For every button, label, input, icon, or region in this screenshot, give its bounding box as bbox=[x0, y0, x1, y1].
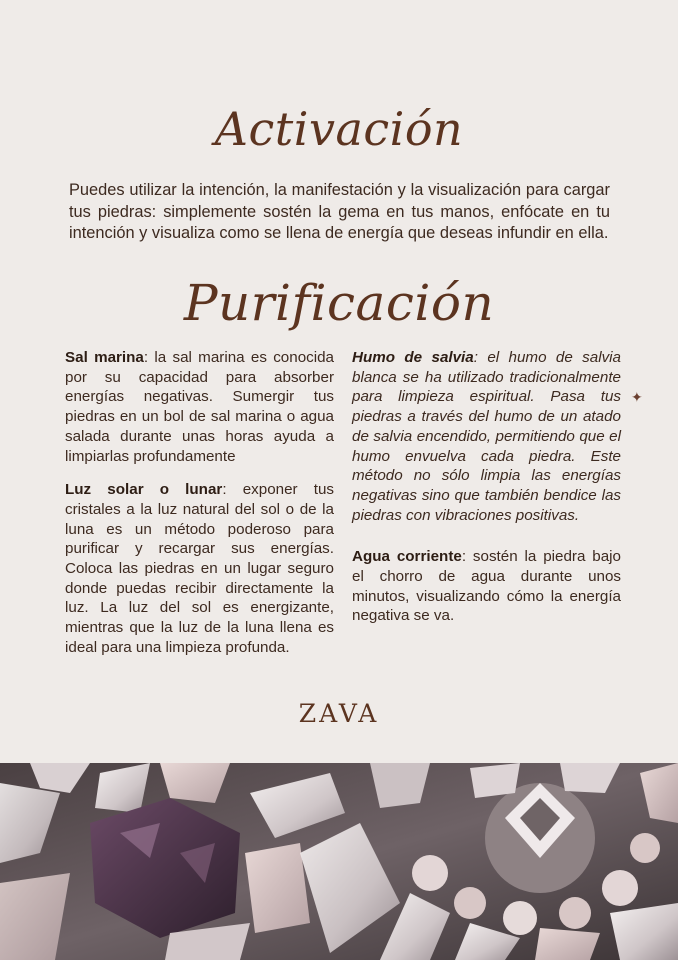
method-humo-salvia bbox=[352, 348, 621, 525]
method-term: Luz solar o lunar bbox=[65, 481, 223, 499]
method-term: Agua corriente bbox=[352, 548, 462, 566]
method-text: : el humo de salvia blanca se ha utilizado tradicionalmente para limpieza espiritual. Pasa tus piedras a través del humo de un atado de salvia encendido, permitiendo que el humo envuelva cada piedra. Este método no sólo limpia las energías negativas sino que también bendice las piedras con vibraciones positivas. bbox=[352, 349, 621, 524]
title-activacion: Activación bbox=[214, 102, 464, 156]
method-agua bbox=[352, 547, 621, 626]
method-luz bbox=[65, 480, 334, 657]
title-purificacion: Purificación bbox=[183, 274, 495, 332]
left-column bbox=[65, 348, 334, 672]
method-sal-marina bbox=[65, 348, 334, 466]
method-text: : la sal marina es conocida por su capacidad para absorber energías negativas. Sumergir tus piedras en un bol de sal marina o agua salada durante unas horas ayuda a limpiarlas profundamente bbox=[65, 349, 335, 465]
right-column bbox=[352, 348, 621, 640]
intro-paragraph: Puedes utilizar la intención, la manifestación y la visualización para cargar tus piedras: simplemente sostén la gema en tus manos, enfócate en tu intención y visualiza como se llena de energía que deseas infundir en ella. bbox=[69, 181, 610, 243]
crystals-photo bbox=[0, 763, 678, 960]
method-term: Sal marina bbox=[65, 349, 144, 366]
method-term: Humo de salvia bbox=[352, 349, 474, 366]
brand-logo: ZAVA bbox=[298, 699, 380, 728]
sparkle-icon: ✦ bbox=[631, 389, 643, 405]
method-text: : exponer tus cristales a la luz natural del sol o de la luna es un método poderoso para purificar y recargar sus energías. Coloca las piedras en un lugar seguro donde puedas recibir directamente la luz. La luz del sol es energizante, mientras que la luz de la luna llena es ideal para una limpieza profunda. bbox=[65, 481, 334, 656]
method-text: : sostén la piedra bajo el chorro de agua durante unos minutos, visualizando cómo la energía negativa se va. bbox=[352, 548, 621, 625]
